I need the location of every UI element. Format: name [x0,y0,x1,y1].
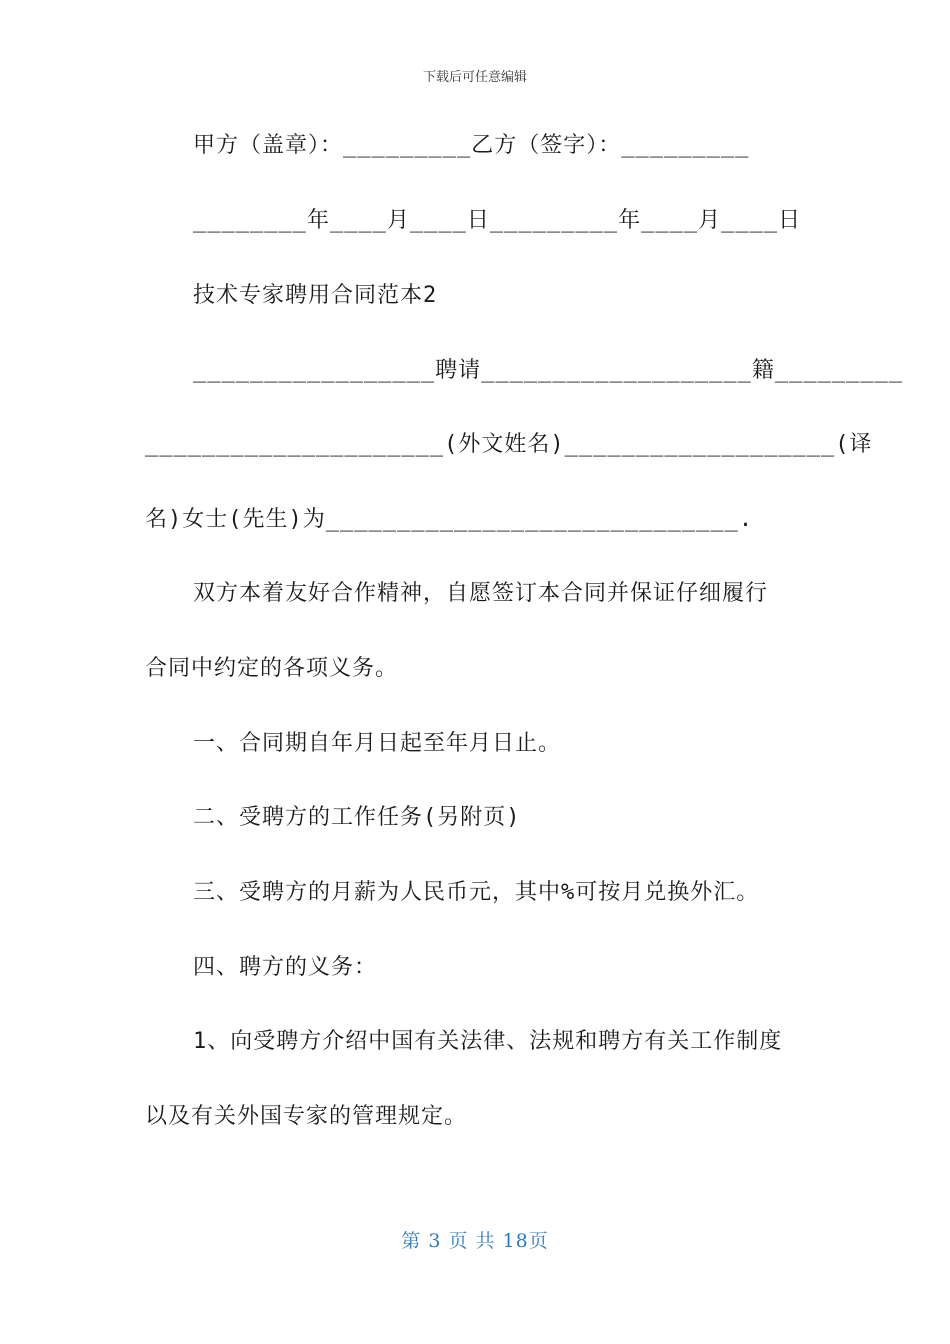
text-line: _____________________(外文姓名)___________________(译 [145,432,873,457]
clause-3: 三、受聘方的月薪为人民币元，其中%可按月兑换外汇。 [193,880,760,905]
clause-1: 一、合同期自年月日起至年月日止。 [193,731,562,756]
paragraph-line: 双方本着友好合作精神，自愿签订本合同并保证仔细履行 [193,581,769,606]
clause-2: 二、受聘方的工作任务(另附页) [193,805,521,830]
clause-4: 四、聘方的义务： [193,955,378,980]
contract-title: 技术专家聘用合同范本2 [193,283,438,308]
header-note: 下载后可任意编辑 [422,70,527,85]
paragraph-line: 合同中约定的各项义务。 [145,656,399,681]
date-line: ________年____月____日_________年____月____日 [193,208,802,233]
signature-line: 甲方（盖章）：_________乙方（签字）：_________ [193,133,750,158]
clause-4-item-1: 1、向受聘方介绍中国有关法律、法规和聘方有关工作制度 [193,1029,783,1054]
text-line: _________________聘请___________________籍_________ [193,358,904,383]
page-number: 第 3 页 共 18页 [401,1230,549,1252]
text-line: 名)女士(先生)为_____________________________. [145,507,754,532]
clause-4-item-1-cont: 以及有关外国专家的管理规定。 [145,1104,468,1129]
